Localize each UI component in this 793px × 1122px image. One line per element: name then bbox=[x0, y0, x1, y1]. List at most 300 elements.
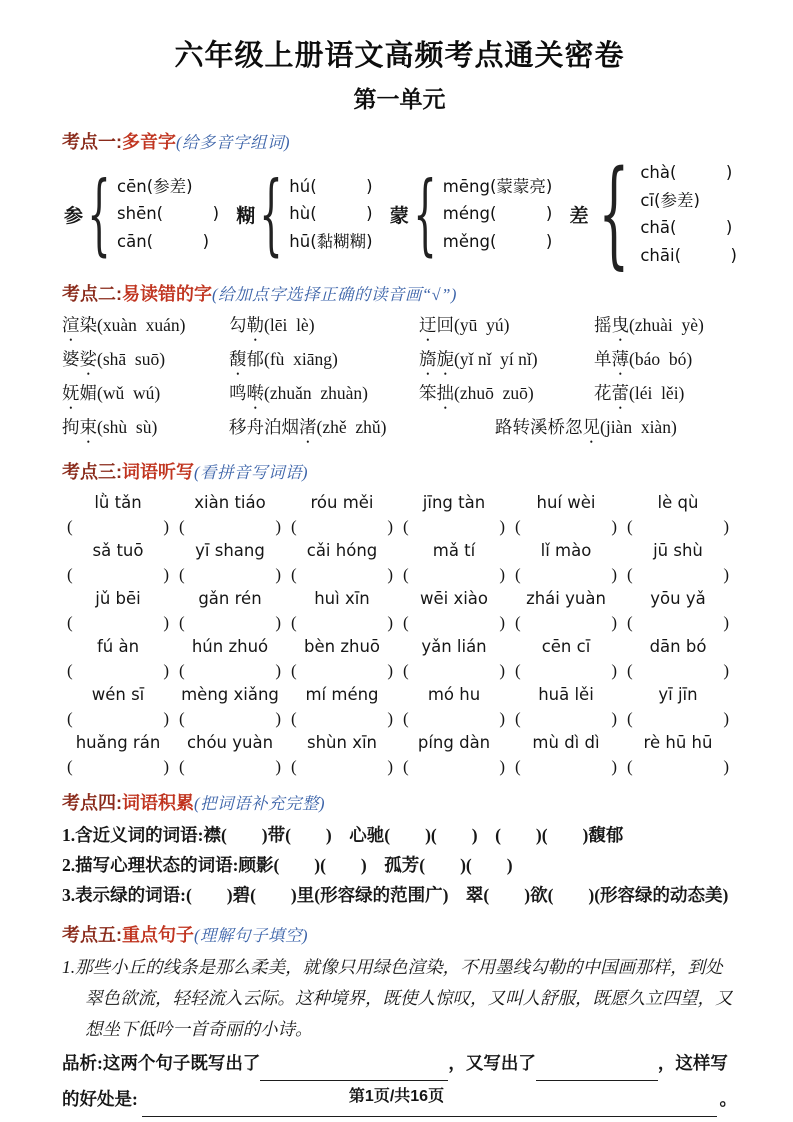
section-4-instruction: (把词语补充完整) bbox=[194, 793, 325, 813]
word-item bbox=[594, 311, 704, 345]
section-5-header bbox=[62, 923, 737, 947]
dictation-row bbox=[62, 538, 737, 586]
answer-blank bbox=[174, 707, 286, 730]
dictation-cell bbox=[62, 538, 174, 586]
word-item bbox=[495, 413, 677, 447]
dictation-cell bbox=[398, 538, 510, 586]
dictation-cell bbox=[62, 730, 174, 778]
paren-close: ) bbox=[611, 612, 617, 632]
pinyin-label: sǎ tuō bbox=[92, 540, 144, 560]
pinyin-label: jīng tàn bbox=[422, 492, 486, 512]
word-item bbox=[62, 311, 229, 345]
word-post: (zhě zhǔ) bbox=[316, 417, 387, 438]
answer-blank bbox=[622, 707, 734, 730]
paren-open: ( bbox=[627, 660, 633, 680]
dotted-char: 勒 bbox=[246, 315, 264, 336]
answer-blank bbox=[174, 563, 286, 586]
polyphone-character: 蒙 bbox=[389, 205, 409, 227]
answer-blank bbox=[174, 611, 286, 634]
answer-blank bbox=[62, 659, 174, 682]
paren-open: ( bbox=[67, 612, 73, 632]
section-3-header bbox=[62, 460, 737, 484]
fill-word-line: 2.描写心理状态的词语:顾影( )( ) 孤芳( )( ) bbox=[62, 855, 513, 876]
paren-open: ( bbox=[67, 516, 73, 536]
paren-close: ) bbox=[275, 660, 281, 680]
dictation-cell bbox=[398, 682, 510, 730]
section-1-header bbox=[62, 130, 737, 154]
answer-blank bbox=[510, 707, 622, 730]
word-post: (jiàn xiàn) bbox=[600, 417, 677, 438]
answer-blank bbox=[174, 515, 286, 538]
pinyin-label: shùn xīn bbox=[306, 732, 378, 752]
dictation-cell bbox=[62, 490, 174, 538]
paren-close: ) bbox=[499, 756, 505, 776]
polyphone-entry: cān( ) bbox=[117, 231, 210, 251]
word-post: (báo bó) bbox=[629, 349, 693, 370]
word-post: (zhuǎn zhuàn) bbox=[264, 383, 368, 404]
pinyin-label: zhái yuàn bbox=[526, 588, 606, 608]
blank-line bbox=[260, 1055, 448, 1081]
paren-close: ) bbox=[275, 564, 281, 584]
answer-blank bbox=[622, 515, 734, 538]
dictation-cell bbox=[286, 538, 398, 586]
paren-close: ) bbox=[723, 756, 729, 776]
word-post: (zhuō zuō) bbox=[454, 383, 534, 404]
section-3-name: 词语听写 bbox=[122, 462, 194, 483]
paren-close: ) bbox=[723, 708, 729, 728]
paren-close: ) bbox=[611, 756, 617, 776]
answer-blank bbox=[62, 707, 174, 730]
page-number: 第1页/共16页 bbox=[348, 1088, 445, 1105]
section-3-instruction: (看拼音写词语) bbox=[194, 463, 308, 483]
answer-blank bbox=[398, 707, 510, 730]
word-pre: 摇 bbox=[594, 315, 612, 336]
dotted-char: 迂 bbox=[419, 315, 437, 336]
read-error-row bbox=[62, 345, 737, 379]
pinyin-label: lè qù bbox=[657, 492, 699, 512]
paren-close: ) bbox=[611, 708, 617, 728]
pinyin-label: huì xīn bbox=[314, 588, 370, 608]
pinyin-label: cēn cī bbox=[541, 636, 591, 656]
dictation-cell bbox=[622, 634, 734, 682]
polyphone-entry: chāi( ) bbox=[640, 245, 737, 265]
paren-open: ( bbox=[627, 516, 633, 536]
analysis-text: 的好处是: bbox=[62, 1089, 138, 1110]
polyphone-character: 糊 bbox=[236, 205, 256, 227]
answer-blank bbox=[398, 563, 510, 586]
word-item bbox=[229, 413, 467, 447]
word-pre: 笨 bbox=[419, 383, 437, 404]
dictation-cell bbox=[174, 538, 286, 586]
paren-close: ) bbox=[387, 564, 393, 584]
answer-blank bbox=[62, 563, 174, 586]
pinyin-label: fú àn bbox=[96, 636, 140, 656]
section-4-name: 词语积累 bbox=[122, 792, 194, 813]
paren-close: ) bbox=[499, 516, 505, 536]
paren-open: ( bbox=[67, 660, 73, 680]
paren-open: ( bbox=[403, 564, 409, 584]
section-2-header bbox=[62, 282, 737, 306]
polyphone-character: 差 bbox=[569, 205, 589, 227]
pinyin-label: mù dì dì bbox=[532, 732, 600, 752]
paren-close: ) bbox=[163, 756, 169, 776]
paren-close: ) bbox=[611, 564, 617, 584]
word-post: 回(yū yú) bbox=[436, 315, 510, 336]
word-post: (yǐ nǐ yí nǐ) bbox=[454, 349, 538, 370]
dotted-char: 娑 bbox=[79, 349, 97, 370]
dictation-cell bbox=[286, 634, 398, 682]
dotted-char: 束 bbox=[79, 417, 97, 438]
pinyin-label: píng dàn bbox=[417, 732, 491, 752]
word-item bbox=[62, 413, 229, 447]
dictation-row bbox=[62, 490, 737, 538]
answer-blank bbox=[510, 515, 622, 538]
polyphone-entry: chā( ) bbox=[640, 218, 733, 238]
dotted-char: 馥 bbox=[229, 349, 247, 370]
dotted-char: 曳 bbox=[611, 315, 629, 336]
analysis-line-1 bbox=[62, 1045, 737, 1081]
pinyin-label: dān bó bbox=[649, 636, 707, 656]
word-pre: 单 bbox=[594, 349, 612, 370]
dictation-cell bbox=[510, 634, 622, 682]
polyphone-block bbox=[64, 145, 737, 281]
section-2-number: 考点二: bbox=[62, 284, 122, 305]
pinyin-label: wēi xiào bbox=[419, 588, 489, 608]
dictation-cell bbox=[510, 730, 622, 778]
dictation-cell bbox=[174, 634, 286, 682]
section-1-number: 考点一: bbox=[62, 131, 122, 152]
pinyin-label: huǎng rán bbox=[75, 732, 161, 752]
dictation-cell bbox=[622, 586, 734, 634]
word-pre: 勾 bbox=[229, 315, 247, 336]
paren-open: ( bbox=[291, 564, 297, 584]
dotted-char: 薄 bbox=[611, 349, 629, 370]
pinyin-label: cǎi hóng bbox=[306, 540, 378, 560]
paren-open: ( bbox=[515, 612, 521, 632]
polyphone-entries bbox=[443, 173, 553, 256]
fill-word-line: 1.含近义词的词语:襟( )带( ) 心驰( )( ) ( )( )馥郁 bbox=[62, 825, 624, 846]
dictation-cell bbox=[398, 490, 510, 538]
read-error-row bbox=[62, 413, 737, 447]
paren-open: ( bbox=[291, 660, 297, 680]
paren-close: ) bbox=[499, 612, 505, 632]
analysis-text: 这两个句子既写出了 bbox=[102, 1053, 261, 1074]
pinyin-label: xiàn tiáo bbox=[194, 492, 266, 512]
dictation-row bbox=[62, 730, 737, 778]
dictation-cell bbox=[622, 730, 734, 778]
paren-open: ( bbox=[627, 756, 633, 776]
dotted-char: 拙 bbox=[436, 383, 454, 404]
paren-open: ( bbox=[627, 564, 633, 584]
answer-blank bbox=[622, 755, 734, 778]
brace-icon: { bbox=[413, 161, 437, 265]
polyphone-entry: cī(参差) bbox=[640, 190, 700, 210]
dictation-row bbox=[62, 586, 737, 634]
paren-close: ) bbox=[275, 612, 281, 632]
analysis-label: 品析: bbox=[62, 1053, 103, 1074]
pinyin-label: jū shù bbox=[653, 540, 703, 560]
paren-open: ( bbox=[179, 708, 185, 728]
read-error-row bbox=[62, 379, 737, 413]
word-item bbox=[229, 345, 419, 379]
answer-blank bbox=[510, 563, 622, 586]
word-post: 郁(fù xiāng) bbox=[246, 349, 338, 370]
polyphone-group-hu bbox=[236, 161, 373, 265]
pinyin-label: huí wèi bbox=[536, 492, 596, 512]
word-item bbox=[229, 311, 419, 345]
dictation-cell bbox=[174, 490, 286, 538]
paren-open: ( bbox=[627, 708, 633, 728]
pinyin-label: wén sī bbox=[91, 684, 145, 704]
dictation-cell bbox=[510, 682, 622, 730]
key-sentence-paragraph: 1.那些小丘的线条是那么柔美，就像只用绿色渲染，不用墨线勾勒的中国画那样，到处翠色欲流，轻轻流入云际。这种境界，既使人惊叹，又叫人舒服，既愿久立四望，又想坐下低吟一首奇丽的小诗。 bbox=[62, 957, 733, 1040]
word-item bbox=[419, 311, 594, 345]
dictation-cell bbox=[510, 538, 622, 586]
dictation-cell bbox=[286, 682, 398, 730]
answer-blank bbox=[398, 755, 510, 778]
dictation-cell bbox=[62, 634, 174, 682]
paren-open: ( bbox=[515, 708, 521, 728]
section-2-instruction: (给加点字选择正确的读音画“√”) bbox=[212, 285, 457, 305]
pinyin-label: mí méng bbox=[305, 684, 379, 704]
dictation-cell bbox=[398, 586, 510, 634]
pinyin-label: huā lěi bbox=[538, 684, 594, 704]
dictation-cell bbox=[286, 730, 398, 778]
polyphone-entries bbox=[117, 173, 219, 256]
paren-open: ( bbox=[515, 756, 521, 776]
pinyin-label: yī jīn bbox=[658, 684, 698, 704]
paren-close: ) bbox=[723, 516, 729, 536]
dictation-cell bbox=[510, 490, 622, 538]
paren-close: ) bbox=[163, 612, 169, 632]
pinyin-label: mǎ tí bbox=[432, 540, 476, 560]
paren-open: ( bbox=[67, 756, 73, 776]
paren-open: ( bbox=[291, 612, 297, 632]
section-5-name: 重点句子 bbox=[122, 925, 194, 946]
polyphone-entry: hū(黏糊糊) bbox=[289, 231, 373, 251]
paren-close: ) bbox=[499, 708, 505, 728]
answer-blank bbox=[286, 755, 398, 778]
paren-close: ) bbox=[499, 564, 505, 584]
pinyin-label: jǔ bēi bbox=[95, 588, 141, 608]
blank-line bbox=[536, 1055, 658, 1081]
polyphone-entry: hù( ) bbox=[289, 204, 373, 224]
word-item bbox=[594, 345, 692, 379]
polyphone-entry: měng( ) bbox=[442, 231, 553, 251]
answer-blank bbox=[398, 515, 510, 538]
paren-close: ) bbox=[723, 564, 729, 584]
section-5-instruction: (理解句子填空) bbox=[194, 926, 308, 946]
paren-close: ) bbox=[163, 660, 169, 680]
word-pre: 花 bbox=[594, 383, 612, 404]
pinyin-label: yōu yǎ bbox=[650, 588, 706, 608]
word-pre: 拘 bbox=[62, 417, 80, 438]
brace-icon: { bbox=[259, 161, 284, 265]
paren-open: ( bbox=[515, 660, 521, 680]
dotted-char: 见 bbox=[582, 417, 600, 438]
word-pre: 婆 bbox=[62, 349, 80, 370]
polyphone-group-meng bbox=[389, 161, 553, 265]
paren-open: ( bbox=[403, 756, 409, 776]
section-1-name: 多音字 bbox=[122, 131, 176, 152]
dictation-cell bbox=[622, 538, 734, 586]
polyphone-entry: mēng(蒙蒙亮) bbox=[442, 176, 553, 196]
answer-blank bbox=[286, 659, 398, 682]
paren-close: ) bbox=[611, 660, 617, 680]
dictation-cell bbox=[510, 586, 622, 634]
paren-close: ) bbox=[387, 612, 393, 632]
paren-close: ) bbox=[163, 708, 169, 728]
answer-blank bbox=[286, 515, 398, 538]
polyphone-character: 参 bbox=[64, 205, 84, 227]
dictation-cell bbox=[174, 730, 286, 778]
section-4-number: 考点四: bbox=[62, 792, 122, 813]
page-title: 六年级上册语文高频考点通关密卷 bbox=[174, 40, 625, 72]
answer-blank bbox=[286, 707, 398, 730]
answer-blank bbox=[62, 755, 174, 778]
polyphone-entry: cēn(参差) bbox=[117, 176, 193, 196]
dictation-cell bbox=[286, 490, 398, 538]
polyphone-group-can bbox=[64, 161, 220, 265]
pinyin-label: rè hū hū bbox=[643, 732, 713, 752]
dotted-char: 啭 bbox=[246, 383, 264, 404]
word-pre: 鸣 bbox=[229, 383, 247, 404]
dictation-cell bbox=[62, 682, 174, 730]
paren-open: ( bbox=[403, 660, 409, 680]
section-5-number: 考点五: bbox=[62, 925, 122, 946]
polyphone-entry: méng( ) bbox=[442, 204, 553, 224]
answer-blank bbox=[286, 611, 398, 634]
paren-open: ( bbox=[627, 612, 633, 632]
paren-close: ) bbox=[275, 756, 281, 776]
word-item bbox=[62, 379, 229, 413]
pinyin-label: hún zhuó bbox=[191, 636, 269, 656]
paren-open: ( bbox=[515, 516, 521, 536]
dotted-char: 旖旎 bbox=[419, 349, 454, 370]
word-pre: 移舟泊烟 bbox=[229, 417, 299, 438]
answer-blank bbox=[286, 563, 398, 586]
answer-blank bbox=[510, 659, 622, 682]
paren-close: ) bbox=[387, 756, 393, 776]
pinyin-label: gǎn rén bbox=[198, 588, 262, 608]
dictation-cell bbox=[286, 586, 398, 634]
dictation-cell bbox=[174, 586, 286, 634]
answer-blank bbox=[622, 659, 734, 682]
word-post: 媚(wǔ wú) bbox=[79, 383, 161, 404]
paren-open: ( bbox=[403, 612, 409, 632]
brace-icon: { bbox=[597, 145, 629, 281]
dotted-char: 渚 bbox=[299, 417, 317, 438]
answer-blank bbox=[622, 563, 734, 586]
pinyin-label: chóu yuàn bbox=[186, 732, 274, 752]
word-item bbox=[62, 345, 229, 379]
answer-blank bbox=[622, 611, 734, 634]
paren-open: ( bbox=[179, 660, 185, 680]
word-post: 染(xuàn xuán) bbox=[79, 315, 186, 336]
paren-close: ) bbox=[723, 660, 729, 680]
dictation-row bbox=[62, 634, 737, 682]
pinyin-label: lǜ tǎn bbox=[94, 492, 142, 512]
paren-open: ( bbox=[515, 564, 521, 584]
paren-open: ( bbox=[291, 516, 297, 536]
brace-icon: { bbox=[87, 161, 111, 265]
word-item bbox=[594, 379, 684, 413]
dictation-cell bbox=[398, 634, 510, 682]
dictation-row bbox=[62, 682, 737, 730]
pinyin-label: mèng xiǎng bbox=[181, 684, 279, 704]
dotted-char: 蕾 bbox=[611, 383, 629, 404]
polyphone-entry: shēn( ) bbox=[117, 204, 220, 224]
dictation-cell bbox=[62, 586, 174, 634]
pinyin-label: mó hu bbox=[427, 684, 481, 704]
answer-blank bbox=[62, 515, 174, 538]
word-pre: 路转溪桥忽 bbox=[495, 417, 583, 438]
section-3-number: 考点三: bbox=[62, 462, 122, 483]
word-post: (léi lěi) bbox=[629, 383, 685, 404]
word-post: (zhuài yè) bbox=[629, 315, 704, 336]
answer-blank bbox=[398, 611, 510, 634]
polyphone-entry: chà( ) bbox=[640, 163, 733, 183]
paren-close: ) bbox=[387, 516, 393, 536]
paren-open: ( bbox=[403, 708, 409, 728]
paren-open: ( bbox=[179, 564, 185, 584]
paren-close: ) bbox=[163, 516, 169, 536]
paren-open: ( bbox=[67, 708, 73, 728]
paren-open: ( bbox=[403, 516, 409, 536]
answer-blank bbox=[510, 755, 622, 778]
pinyin-label: bèn zhuō bbox=[304, 636, 380, 656]
dictation-cell bbox=[622, 490, 734, 538]
dictation-cell bbox=[622, 682, 734, 730]
paren-open: ( bbox=[291, 708, 297, 728]
paren-open: ( bbox=[291, 756, 297, 776]
paren-close: ) bbox=[275, 516, 281, 536]
fill-word-line: 3.表示绿的词语:( )碧( )里(形容绿的范围广) 翠( )欲( )(形容绿的动态美) bbox=[62, 885, 729, 906]
paren-open: ( bbox=[179, 516, 185, 536]
paren-open: ( bbox=[179, 756, 185, 776]
paren-close: ) bbox=[723, 612, 729, 632]
paren-close: ) bbox=[387, 708, 393, 728]
answer-blank bbox=[510, 611, 622, 634]
analysis-text: 。 bbox=[719, 1089, 737, 1110]
analysis-text: ，这样写 bbox=[657, 1053, 728, 1074]
pinyin-label: lǐ mào bbox=[540, 540, 592, 560]
dotted-char: 渲 bbox=[62, 315, 80, 336]
word-post: (shā suō) bbox=[97, 349, 166, 370]
read-error-row bbox=[62, 311, 737, 345]
paren-close: ) bbox=[275, 708, 281, 728]
answer-blank bbox=[174, 659, 286, 682]
answer-blank bbox=[174, 755, 286, 778]
dotted-char: 妩 bbox=[62, 383, 80, 404]
paren-open: ( bbox=[67, 564, 73, 584]
pinyin-label: yǎn lián bbox=[421, 636, 487, 656]
paren-close: ) bbox=[163, 564, 169, 584]
pinyin-label: róu měi bbox=[310, 492, 374, 512]
section-2-name: 易读错的字 bbox=[122, 284, 212, 305]
dictation-cell bbox=[174, 682, 286, 730]
section-4-header bbox=[62, 791, 737, 815]
unit-subtitle: 第一单元 bbox=[353, 86, 446, 113]
polyphone-entries bbox=[640, 159, 737, 269]
paren-close: ) bbox=[611, 516, 617, 536]
word-item bbox=[419, 345, 594, 379]
answer-blank bbox=[398, 659, 510, 682]
answer-blank bbox=[62, 611, 174, 634]
word-post: (lēi lè) bbox=[264, 315, 315, 336]
section-1-instruction: (给多音字组词) bbox=[176, 132, 290, 152]
polyphone-entry: hú( ) bbox=[289, 176, 373, 196]
